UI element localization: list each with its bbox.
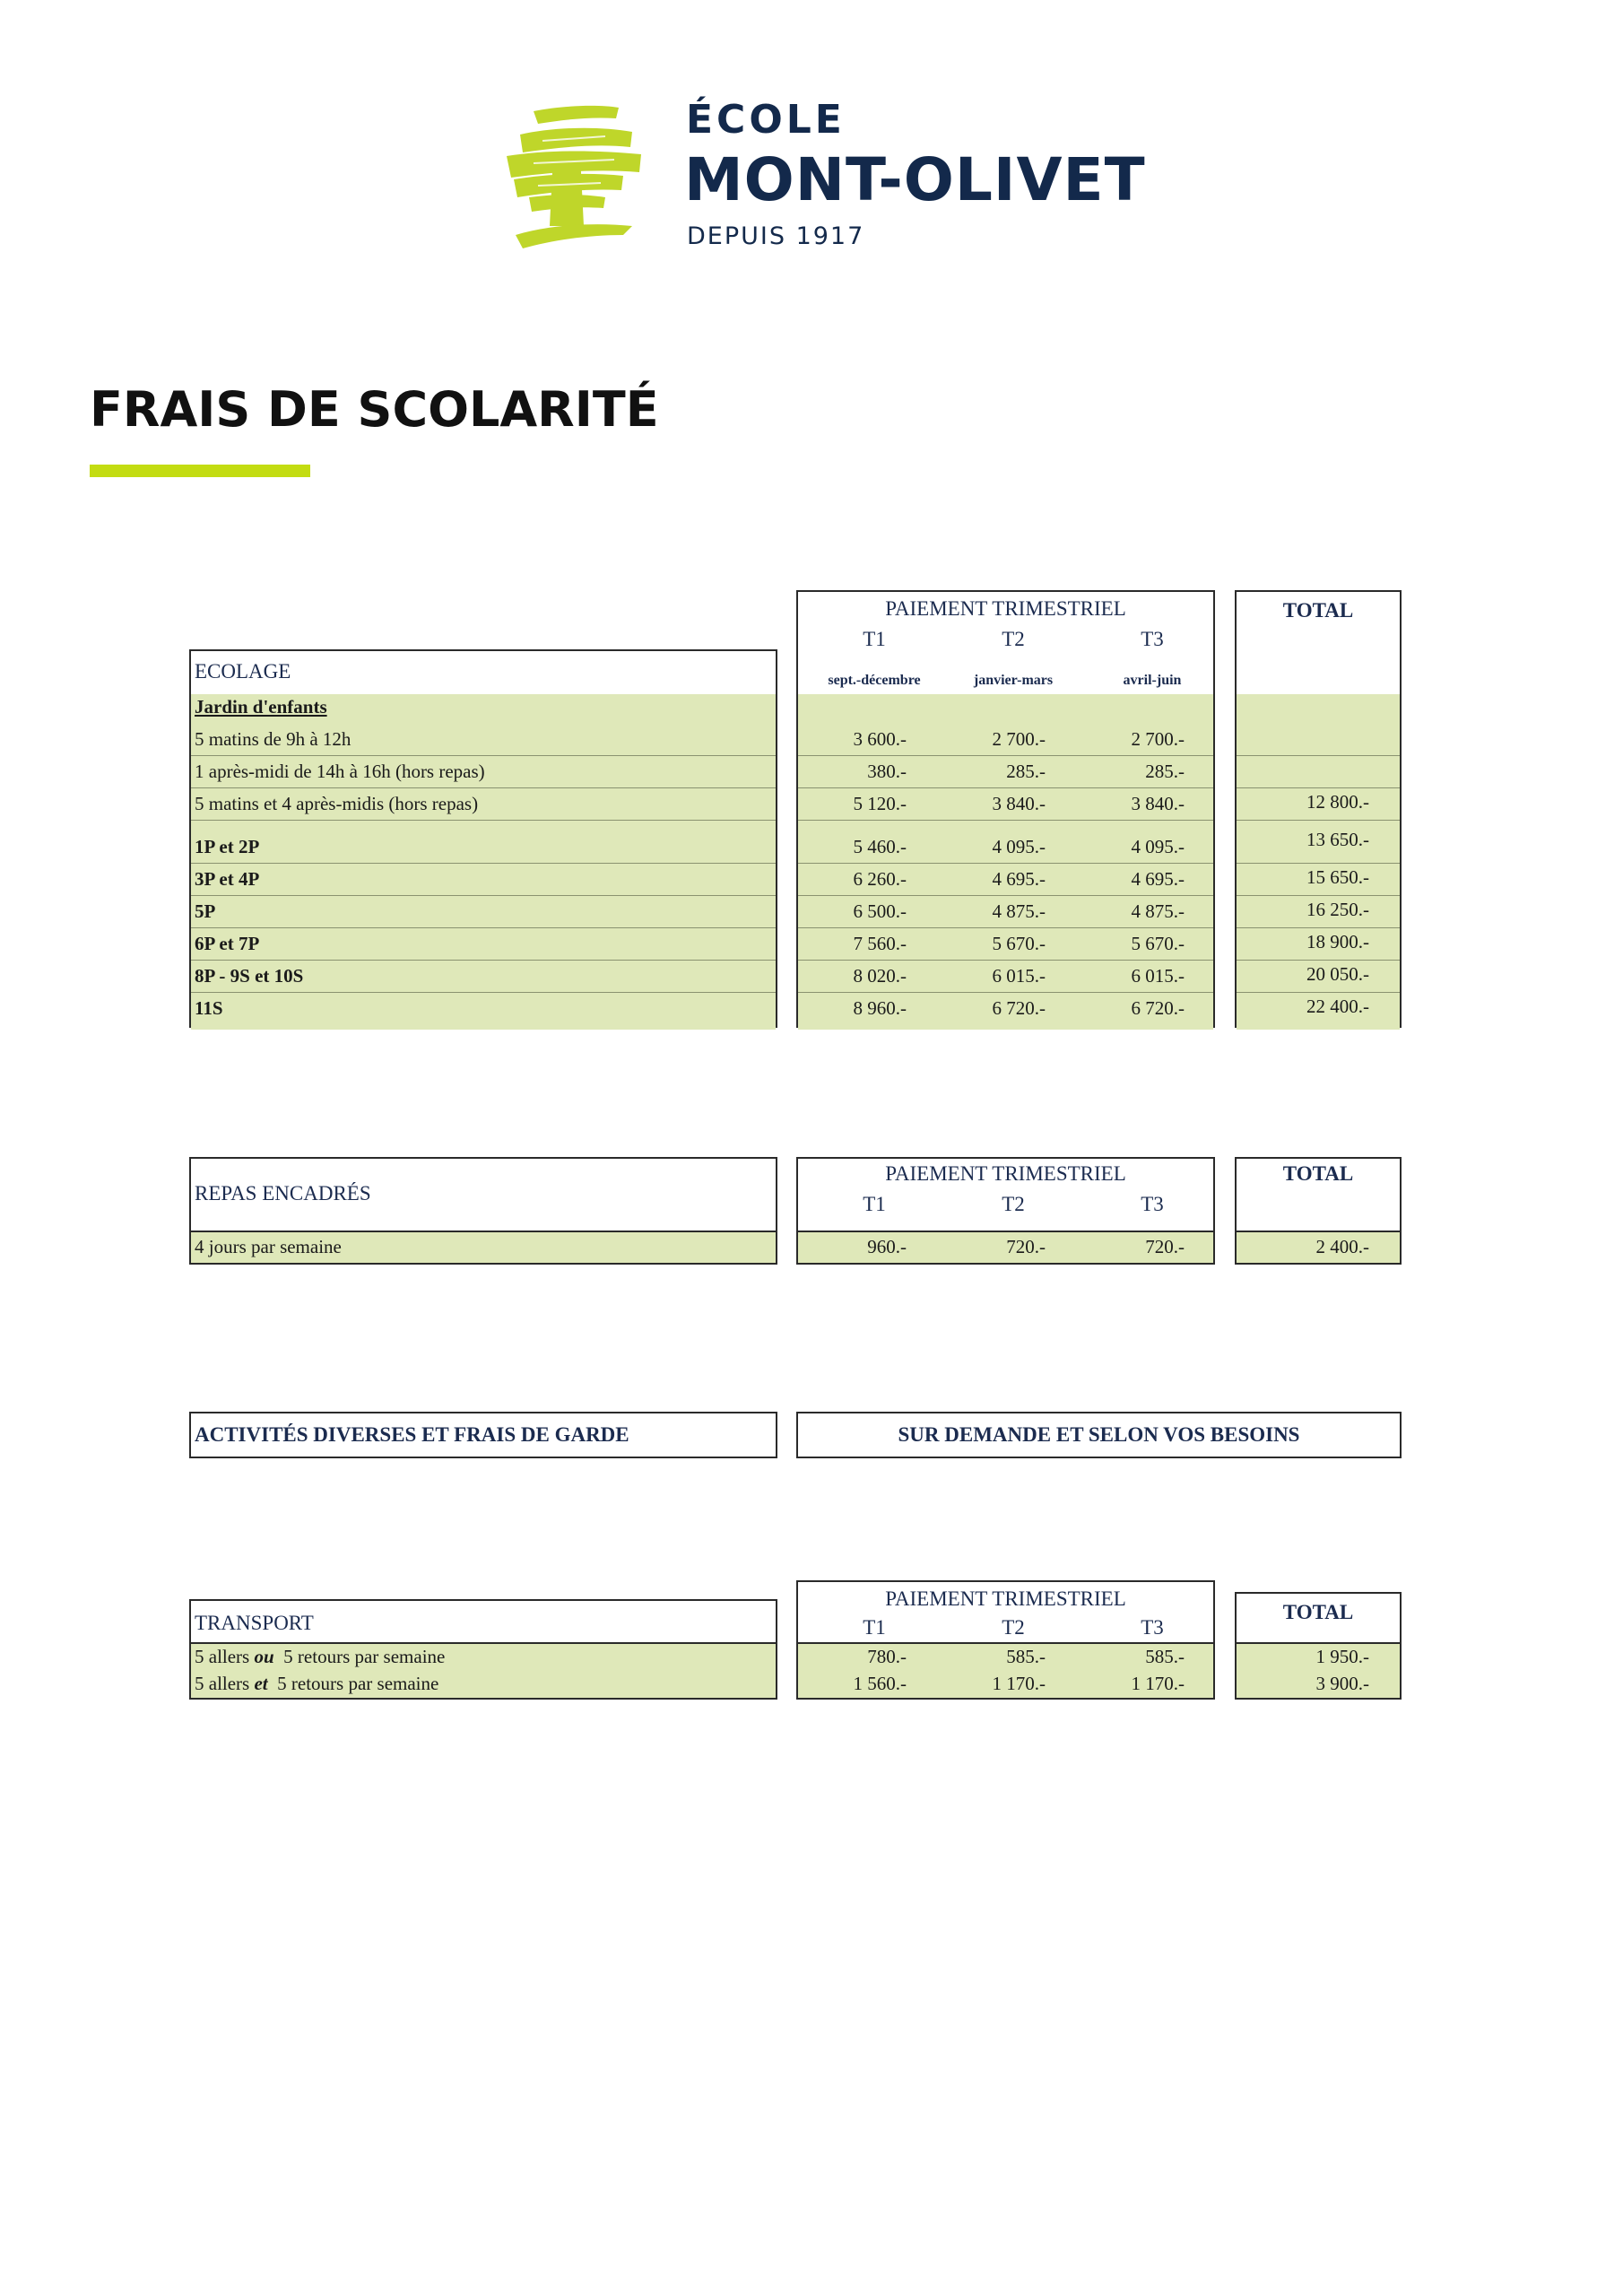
t1-value: 7 560.-: [853, 933, 907, 954]
row-divider: [191, 863, 776, 864]
t1-value: 780.-: [867, 1646, 907, 1667]
activites-note: SUR DEMANDE ET SELON VOS BESOINS: [898, 1423, 1300, 1446]
row-divider: [191, 755, 776, 756]
table-row-label: 3P et 4P: [195, 868, 260, 890]
t3-value: 1 170.-: [1131, 1673, 1185, 1694]
t3-value: 4 875.-: [1131, 900, 1185, 922]
term-label: T1: [863, 1193, 886, 1215]
transport-label-body: [191, 1642, 776, 1698]
transport-payment-body: [798, 1642, 1213, 1698]
term-label: T3: [1141, 1616, 1164, 1639]
t2-value: 3 840.-: [992, 793, 1046, 814]
transport-payment-box: [796, 1580, 1215, 1700]
term-label: T1: [863, 628, 886, 650]
activites-note-box: [796, 1412, 1402, 1458]
row-divider: [1237, 992, 1400, 993]
term-period: janvier-mars: [973, 673, 1054, 688]
t2-value: 4 875.-: [992, 900, 1046, 922]
t3-value: 6 015.-: [1131, 965, 1185, 987]
repas-total-box: [1235, 1157, 1402, 1265]
row-divider: [1237, 895, 1400, 896]
transport-total-body: [1237, 1642, 1400, 1698]
row-divider: [1237, 960, 1400, 961]
total-value: 18 900.-: [1306, 931, 1369, 952]
t1-value: 8 960.-: [853, 997, 907, 1019]
payment-body: [798, 694, 1213, 1030]
repas-heading: REPAS ENCADRÉS: [195, 1182, 371, 1205]
ecolage-label-body: [191, 694, 776, 1030]
payment-rows: [798, 694, 1213, 1030]
activites-heading: ACTIVITÉS DIVERSES ET FRAIS DE GARDE: [195, 1423, 629, 1446]
table-row-label: 1P et 2P: [195, 836, 260, 857]
t1-value: 3 600.-: [853, 728, 907, 750]
table-row-label: 5 matins de 9h à 12h: [195, 728, 352, 750]
table-row-label: 6P et 7P: [195, 933, 260, 954]
t2-value: 4 695.-: [992, 868, 1046, 890]
row-divider: [798, 960, 1213, 961]
logo-school-name: MONT-OLIVET: [684, 145, 1146, 214]
row-divider: [1237, 787, 1400, 788]
row-divider: [1237, 863, 1400, 864]
t2-value: 720.-: [1006, 1236, 1046, 1257]
payment-heading: PAIEMENT TRIMESTRIEL: [885, 597, 1126, 620]
label-text: 5 retours par semaine: [273, 1646, 446, 1667]
row-divider: [1237, 927, 1400, 928]
t3-value: 5 670.-: [1131, 933, 1185, 954]
repas-payment-body: [798, 1231, 1213, 1263]
table-row-label: 4 jours par semaine: [195, 1236, 342, 1257]
repas-total-body: [1237, 1231, 1400, 1263]
ecolage-total-box: [1235, 590, 1402, 1028]
row-divider: [191, 820, 776, 821]
t3-value: 4 095.-: [1131, 836, 1185, 857]
row-divider: [191, 895, 776, 896]
transport-label-box: [189, 1599, 777, 1700]
term-label: T2: [1002, 1616, 1025, 1639]
term-period: avril-juin: [1123, 673, 1182, 688]
t1-value: 380.-: [867, 761, 907, 782]
t3-value: 6 720.-: [1131, 997, 1185, 1019]
t2-value: 285.-: [1006, 761, 1046, 782]
tree-icon: [498, 100, 646, 253]
table-row-label: 1 après-midi de 14h à 16h (hors repas): [195, 761, 485, 782]
logo-school-prefix: ÉCOLE: [686, 97, 846, 143]
t1-value: 6 500.-: [853, 900, 907, 922]
t3-value: 2 700.-: [1131, 728, 1185, 750]
row-divider: [798, 895, 1213, 896]
t2-value: 2 700.-: [992, 728, 1046, 750]
row-divider: [191, 960, 776, 961]
t2-value: 5 670.-: [992, 933, 1046, 954]
row-divider: [798, 927, 1213, 928]
t2-value: 6 720.-: [992, 997, 1046, 1019]
t3-value: 4 695.-: [1131, 868, 1185, 890]
ecolage-label-box: [189, 649, 777, 1028]
t2-value: 585.-: [1006, 1646, 1046, 1667]
row-divider: [798, 820, 1213, 821]
t1-value: 960.-: [867, 1236, 907, 1257]
row-divider: [1237, 755, 1400, 756]
total-value: 3 900.-: [1315, 1673, 1369, 1694]
total-heading: TOTAL: [1282, 599, 1354, 622]
total-value: 1 950.-: [1315, 1646, 1369, 1667]
row-divider: [1237, 820, 1400, 821]
label-text: 5 allers: [195, 1646, 255, 1667]
page-title: FRAIS DE SCOLARITÉ: [90, 381, 659, 438]
t1-value: 1 560.-: [853, 1673, 907, 1694]
t3-value: 720.-: [1145, 1236, 1185, 1257]
transport-heading: TRANSPORT: [195, 1612, 314, 1634]
total-rows: [1237, 694, 1400, 1030]
total-value: 16 250.-: [1306, 899, 1369, 920]
label-text: 5 allers: [195, 1673, 255, 1694]
repas-label-body: [191, 1231, 776, 1263]
repas-payment-box: [796, 1157, 1215, 1265]
transport-total-box: [1235, 1592, 1402, 1700]
total-value: 2 400.-: [1315, 1236, 1369, 1257]
term-period: sept.-décembre: [828, 673, 921, 688]
total-value: 15 650.-: [1306, 866, 1369, 888]
table-row-label: [195, 1646, 445, 1668]
payment-heading: PAIEMENT TRIMESTRIEL: [885, 1587, 1126, 1610]
term-label: T2: [1002, 1193, 1025, 1215]
t1-value: 5 120.-: [853, 793, 907, 814]
activites-label-box: [189, 1412, 777, 1458]
total-value: 12 800.-: [1306, 791, 1369, 813]
total-heading: TOTAL: [1282, 1162, 1354, 1185]
t3-value: 3 840.-: [1131, 793, 1185, 814]
row-divider: [798, 787, 1213, 788]
repas-label-box: [189, 1157, 777, 1265]
ecolage-payment-box: [796, 590, 1215, 1028]
label-emphasis: et: [254, 1673, 268, 1694]
total-heading: TOTAL: [1282, 1601, 1354, 1623]
row-divider: [798, 755, 1213, 756]
ecolage-heading: ECOLAGE: [195, 660, 291, 683]
logo-founded: DEPUIS 1917: [687, 222, 865, 250]
t3-value: 585.-: [1145, 1646, 1185, 1667]
t1-value: 6 260.-: [853, 868, 907, 890]
row-divider: [191, 787, 776, 788]
label-text: 5 retours par semaine: [267, 1673, 439, 1694]
term-label: T2: [1002, 628, 1025, 650]
table-row-label: 11S: [195, 997, 223, 1019]
t2-value: 1 170.-: [992, 1673, 1046, 1694]
row-divider: [191, 992, 776, 993]
table-row-label: 5 matins et 4 après-midis (hors repas): [195, 793, 479, 814]
title-underline: [90, 465, 310, 477]
total-value: 22 400.-: [1306, 996, 1369, 1017]
row-divider: [798, 992, 1213, 993]
jardin-subheading: Jardin d'enfants: [195, 696, 327, 718]
t1-value: 8 020.-: [853, 965, 907, 987]
t1-value: 5 460.-: [853, 836, 907, 857]
label-emphasis: ou: [254, 1646, 274, 1667]
payment-heading: PAIEMENT TRIMESTRIEL: [885, 1162, 1126, 1185]
term-label: T3: [1141, 628, 1164, 650]
t2-value: 4 095.-: [992, 836, 1046, 857]
total-body: [1237, 694, 1400, 1030]
t2-value: 6 015.-: [992, 965, 1046, 987]
total-value: 13 650.-: [1306, 829, 1369, 850]
row-divider: [798, 863, 1213, 864]
table-row-label: [195, 1673, 438, 1695]
table-row-label: 8P - 9S et 10S: [195, 965, 304, 987]
term-label: T1: [863, 1616, 886, 1639]
term-label: T3: [1141, 1193, 1164, 1215]
row-divider: [191, 927, 776, 928]
total-value: 20 050.-: [1306, 963, 1369, 985]
t3-value: 285.-: [1145, 761, 1185, 782]
table-row-label: 5P: [195, 900, 216, 922]
